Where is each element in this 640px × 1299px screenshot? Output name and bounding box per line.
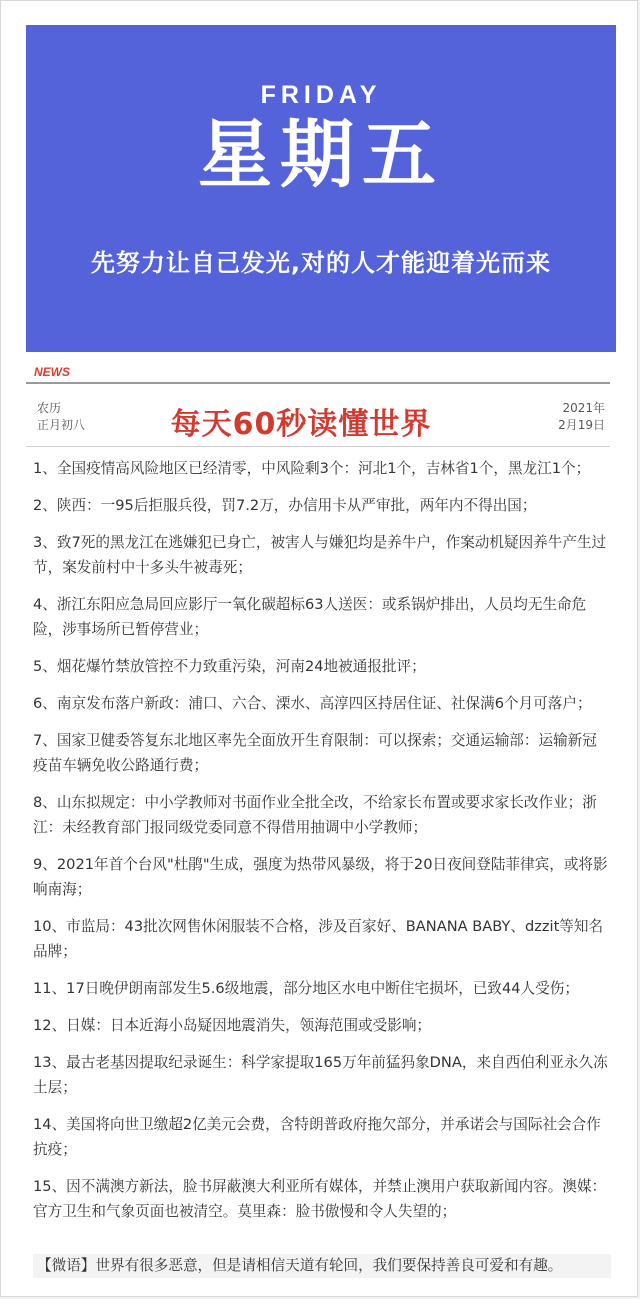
- lunar-label: 农历: [37, 401, 62, 415]
- news-item: 15、因不满澳方新法，脸书屏蔽澳大利亚所有媒体，并禁止澳用户获取新闻内容。澳媒：官方卫生和气象页面也被清空。莫里森：脸书傲慢和令人失望的；: [33, 1178, 607, 1220]
- news-item: 9、2021年首个台风"杜鹃"生成，强度为热带风暴级，将于20日夜间登陆菲律宾，或将影响南海；: [33, 856, 608, 898]
- header-top-divider: [26, 382, 610, 384]
- news-item: 8、山东拟规定：中小学教师对书面作业全批全改，不给家长布置或要求家长改作业；浙江：未经教育部门报同级党委同意不得借用抽调中小学教师；: [33, 794, 597, 836]
- header-bottom-divider: [26, 446, 610, 447]
- hero-english-day: FRIDAY: [260, 81, 382, 109]
- news-item: 14、美国将向世卫缴超2亿美元会费，含特朗普政府拖欠部分，并承诺会与国际社会合作抗疫；: [33, 1116, 601, 1158]
- date-year: 2021年: [562, 401, 605, 415]
- date-day: 2月19日: [558, 418, 605, 432]
- daily-quote: 【微语】世界有很多恶意，但是请相信天道有轮回，我们要保持善良可爱和有趣。: [33, 1254, 611, 1278]
- news-item: 13、最古老基因提取纪录诞生：科学家提取165万年前猛犸象DNA，来自西伯利亚永久冻土层；: [33, 1054, 608, 1096]
- lunar-date-block: [37, 400, 85, 434]
- news-item: 2、陕西：一95后拒服兵役，罚7.2万，办信用卡从严审批，两年内不得出国；: [33, 497, 537, 514]
- news-item: 7、国家卫健委答复东北地区率先全面放开生育限制：可以探索；交通运输部：运输新冠疫苗车辆免收公路通行费；: [33, 732, 597, 774]
- date-block: [541, 400, 605, 434]
- news-item: 3、致7死的黑龙江在逃嫌犯已身亡，被害人与嫌犯均是养牛户，作案动机疑因养牛产生过节，案发前村中十多头牛被毒死；: [33, 534, 607, 576]
- news-item: 5、烟花爆竹禁放管控不力致重污染，河南24地被通报批评；: [33, 658, 426, 675]
- news-item: 11、17日晚伊朗南部发生5.6级地震，部分地区水电中断住宅损坏，已致44人受伤；: [33, 980, 579, 997]
- hero-banner: [26, 25, 616, 352]
- page-title: 每天60秒读懂世界: [170, 407, 432, 442]
- news-item: 1、全国疫情高风险地区已经清零，中风险剩3个：河北1个，吉林省1个，黑龙江1个；: [33, 460, 591, 477]
- hero-slogan: 先努力让自己发光,对的人才能迎着光而来: [90, 249, 552, 277]
- lunar-date: 正月初八: [37, 418, 86, 432]
- news-list: [33, 456, 611, 1236]
- news-tag: NEWS: [34, 365, 70, 379]
- news-item: 10、市监局：43批次网售休闲服装不合格，涉及百家好、BANANA BABY、dzzit等知名品牌；: [33, 918, 604, 960]
- news-item: 6、南京发布落户新政：浦口、六合、溧水、高淳四区持居住证、社保满6个月可落户；: [33, 695, 592, 712]
- news-item: 4、浙江东阳应急局回应影厅一氧化碳超标63人送医：或系锅炉排出，人员均无生命危险，涉事场所已暂停营业；: [33, 596, 587, 638]
- hero-chinese-day: 星期五: [198, 112, 444, 198]
- news-item: 12、日媒：日本近海小岛疑因地震消失，领海范围或受影响；: [33, 1017, 432, 1034]
